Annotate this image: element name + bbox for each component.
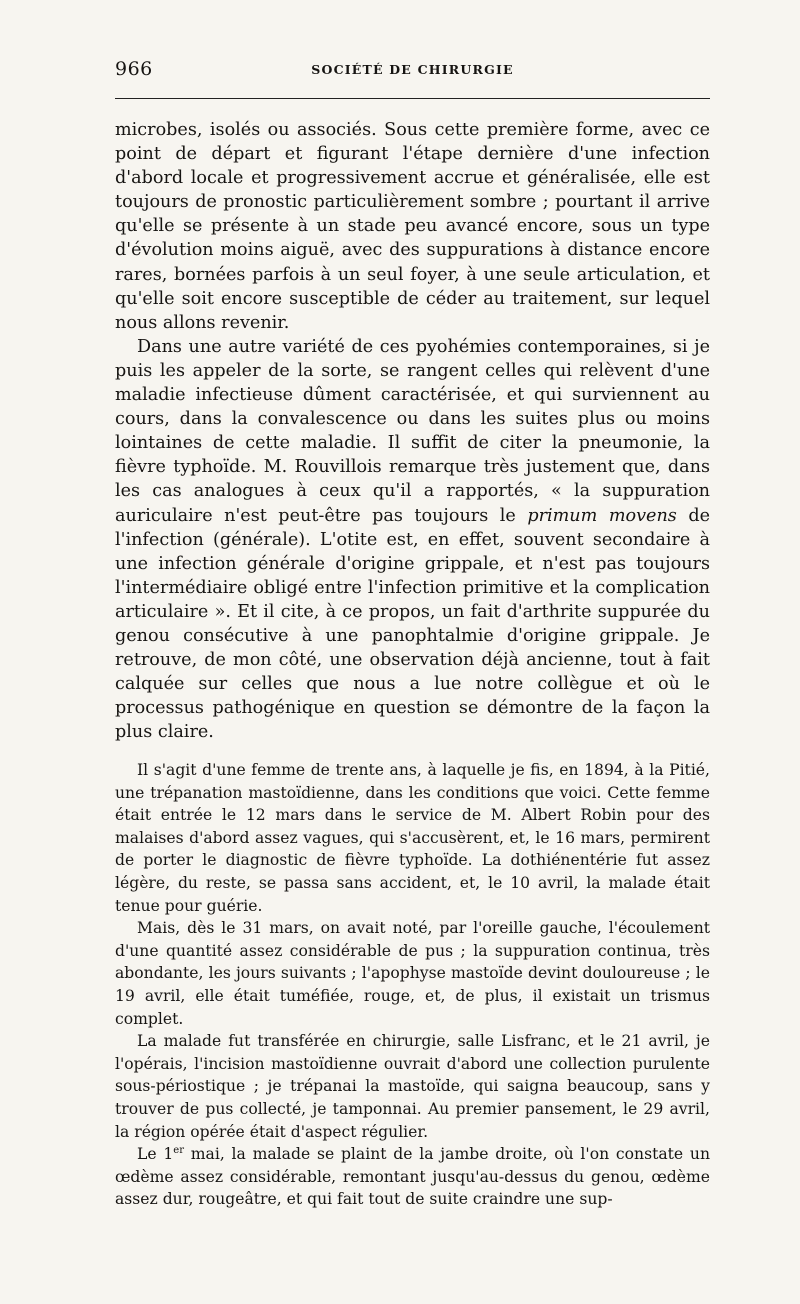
paragraph-text-after: de l'infection (générale). L'otite est, en effet, souvent secondaire à une infection générale d'origine grippale, et n'est pas toujours l'intermédiaire obligé entre l'infection primitive et la complication articulaire ». Et il cite, à ce propos, un fait d'arthrite suppurée du genou consécutive à une panophtalmie d'origine grippale. Je retrouve, de mon côté, une observation déjà ancienne, tout à fait calquée sur celles que nous a lue notre collègue et où le processus pathogénique en question se démontre de la façon la plus claire. bbox=[115, 505, 710, 743]
observation-paragraph: La malade fut transférée en chirurgie, salle Lisfranc, et le 21 avril, je l'opérais, l'incision mastoïdienne ouvrait d'abord une collection purulente sous-périostique ; je trépanai la mastoïde, qui saigna beaucoup, sans y trouver de pus collecté, je tamponnai. Au premier pansement, le 29 avril, la région opérée était d'aspect régulier. bbox=[115, 1032, 710, 1141]
page-header bbox=[115, 58, 710, 88]
observation-paragraph: Il s'agit d'une femme de trente ans, à laquelle je fis, en 1894, à la Pitié, une trépanation mastoïdienne, dans les conditions que voici. Cette femme était entrée le 12 mars dans le service de M. Albert Robin pour des malaises d'abord assez vagues, qui s'accusèrent, et, le 16 mars, permirent de porter le diagnostic de fièvre typhoïde. La dothiénentérie fut assez légère, du reste, se passa sans accident, et, le 10 avril, la malade était tenue pour guérie. bbox=[115, 761, 710, 915]
last-paragraph-text: mai, la malade se plaint de la jambe droite, où l'on constate un œdème assez considérable, remontant jusqu'au-dessus du genou, œdème assez dur, rougeâtre, et qui fait tout de suite craindre une sup- bbox=[115, 1145, 710, 1209]
date-prefix: Le 1 bbox=[137, 1145, 174, 1164]
ordinal-superscript: er bbox=[173, 1144, 184, 1156]
observation-paragraph: Mais, dès le 31 mars, on avait noté, par l'oreille gauche, l'écoulement d'une quantité assez considérable de pus ; la suppuration continua, très abondante, les jours suivants ; l'apophyse mastoïde devint douloureuse ; le 19 avril, elle était tuméfiée, rouge, et, de plus, il existait un trismus complet. bbox=[115, 919, 710, 1028]
italic-phrase: primum movens bbox=[527, 505, 677, 526]
header-rule bbox=[115, 98, 710, 99]
paragraph-pyohemia-variety bbox=[115, 335, 710, 745]
observation-paragraph-last bbox=[115, 1143, 710, 1211]
paragraph-continuation: microbes, isolés ou associés. Sous cette première forme, avec ce point de départ et figurant l'étape dernière d'une infection d'abord locale et progressivement accrue et généralisée, elle est toujours de pronostic particulièrement sombre ; pourtant il arrive qu'elle se présente à un stade peu avancé encore, sous un type d'évolution moins aiguë, avec des suppurations à distance encore rares, bornées parfois à un seul foyer, à une seule articulation, et qu'elle soit encore susceptible de céder au traitement, sur lequel nous allons revenir. bbox=[115, 120, 710, 333]
paragraph-text-before: Dans une autre variété de ces pyohémies contemporaines, si je puis les appeler de la sorte, se rangent celles qui relèvent d'une maladie infectieuse dûment caractérisée, et qui surviennent au cours, dans la convalescence ou dans les suites plus ou moins lointaines de cette maladie. Il suffit de citer la pneumonie, la fièvre typhoïde. M. Rouvillois remarque très justement que, dans les cas analogues à ceux qu'il a rapportés, « la suppuration auriculaire n'est peut-être pas toujours le bbox=[115, 336, 710, 526]
observation-text bbox=[115, 759, 710, 1211]
page-number: 966 bbox=[115, 58, 153, 80]
document-page bbox=[115, 58, 710, 1209]
running-head: SOCIÉTÉ DE CHIRURGIE bbox=[311, 62, 514, 77]
main-text bbox=[115, 118, 710, 744]
